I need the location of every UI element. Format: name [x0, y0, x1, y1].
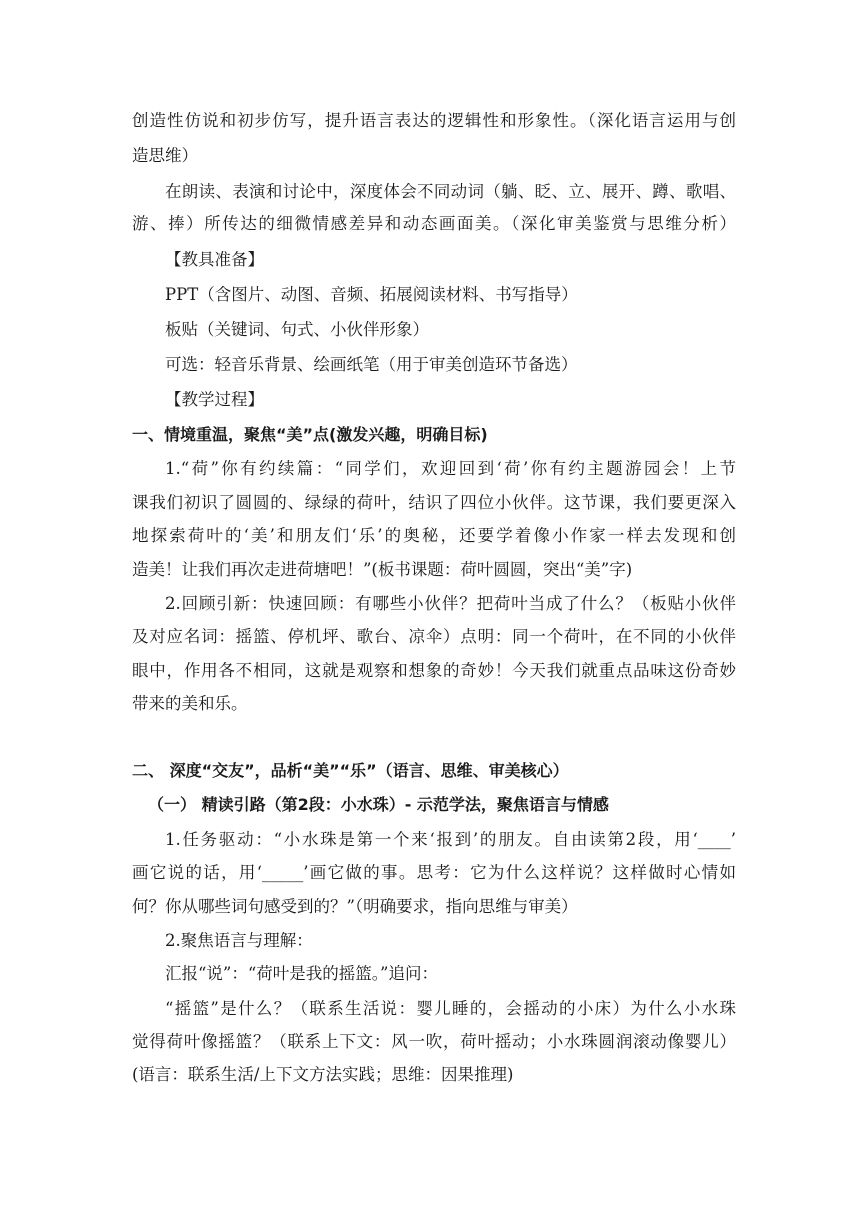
text-line: 眼中，作用各不相同，这就是观察和想象的奇妙！今天我们就重点品味这份奇妙 — [132, 661, 736, 680]
section-heading: 一、情境重温，聚焦“美”点(激发兴趣，明确目标) — [132, 425, 488, 444]
text-line: 及对应名词：摇篮、停机坪、歌台、凉伞）点明：同一个荷叶，在不同的小伙伴 — [132, 627, 736, 646]
section-heading: 二、 深度“交友”，品析“美”“乐”（语言、思维、审美核心） — [132, 761, 569, 780]
text-line: 2.回顾引新：快速回顾：有哪些小伙伴？把荷叶当成了什么？（板贴小伙伴 — [165, 594, 736, 613]
text-line: “摇篮”是什么？（联系生活说：婴儿睡的，会摇动的小床）为什么小水珠 — [165, 999, 736, 1018]
text-line: 地探索荷叶的‘美’和朋友们‘乐’的奥秘，还要学着像小作家一样去发现和创 — [132, 526, 736, 545]
text-line: 造思维） — [132, 146, 198, 165]
text-line: 画它说的话，用‘_____’画它做的事。思考：它为什么这样说？这样做时心情如 — [132, 863, 736, 882]
subsection-heading: （一） 精读引路（第2段：小水珠）- 示范学法，聚焦语言与情感 — [148, 795, 609, 814]
text-line: (语言：联系生活/上下文方法实践；思维：因果推理) — [132, 1065, 514, 1084]
text-line: 游、捧）所传达的细微情感差异和动态画面美。（深化审美鉴赏与思维分析） — [132, 214, 736, 233]
text-line: 在朗读、表演和讨论中，深度体会不同动词（躺、眨、立、展开、蹲、歌唱、 — [165, 182, 736, 201]
text-line: 何？你从哪些词句感受到的？”（明确要求，指向思维与审美） — [132, 897, 578, 916]
text-line: 造美！让我们再次走进荷塘吧！”(板书课题：荷叶圆圆，突出“美”字) — [132, 560, 633, 579]
text-line: 板贴（关键词、句式、小伙伴形象） — [165, 320, 429, 339]
text-line: 课我们初识了圆圆的、绿绿的荷叶，结识了四位小伙伴。这节课，我们要更深入 — [132, 493, 736, 512]
text-line: 1.“荷”你有约续篇：“同学们，欢迎回到‘荷’你有约主题游园会！上节 — [165, 459, 736, 478]
text-line: 可选：轻音乐背景、绘画纸笔（用于审美创造环节备选） — [165, 355, 578, 374]
text-line: 创造性仿说和初步仿写，提升语言表达的逻辑性和形象性。（深化语言运用与创 — [132, 111, 736, 130]
text-line: PPT（含图片、动图、音频、拓展阅读材料、书写指导） — [165, 285, 578, 304]
section-label: 【教学过程】 — [165, 390, 264, 409]
text-line: 2.聚焦语言与理解： — [165, 931, 313, 950]
text-line: 汇报“说”：“荷叶是我的摇篮。”追问： — [165, 964, 438, 983]
text-line: 觉得荷叶像摇篮？（联系上下文：风一吹，荷叶摇动；小水珠圆润滚动像婴儿） — [132, 1032, 736, 1051]
section-label: 【教具准备】 — [165, 250, 264, 269]
text-line: 1.任务驱动：“小水珠是第一个来‘报到’的朋友。自由读第2段，用‘____’ — [165, 830, 736, 849]
text-line: 带来的美和乐。 — [132, 694, 248, 713]
